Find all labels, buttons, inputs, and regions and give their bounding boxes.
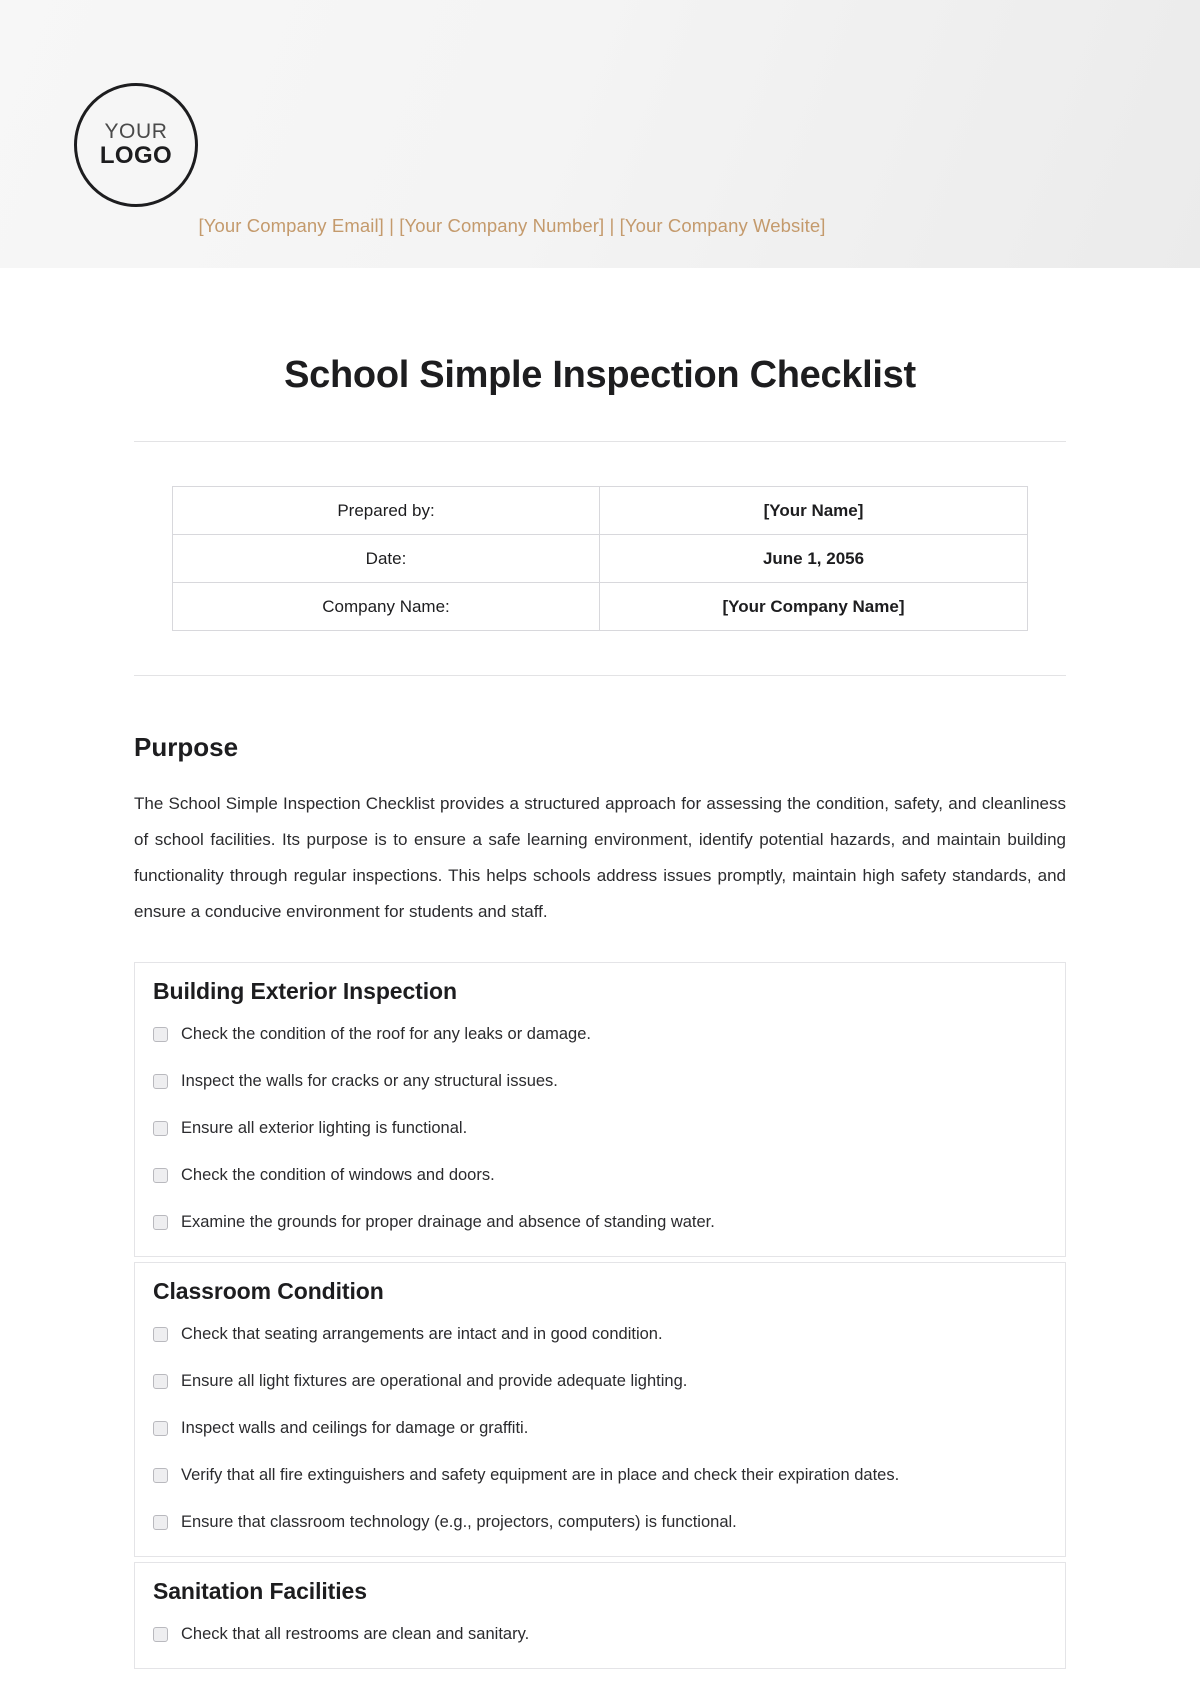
checkbox-icon[interactable] [153,1074,168,1089]
title-divider [134,441,1066,442]
list-item[interactable] [153,1317,1047,1352]
table-row [173,535,1028,583]
info-label-company-name: Company Name: [173,583,600,631]
info-value-prepared-by: [Your Name] [600,487,1028,535]
checklist-section-classroom-condition [134,1262,1066,1557]
table-row [173,487,1028,535]
list-item-label: Check the condition of the roof for any leaks or damage. [181,1025,591,1043]
checklist-container [134,962,1066,1669]
list-item[interactable] [153,1458,1047,1493]
list-item-label: Ensure that classroom technology (e.g., projectors, computers) is functional. [181,1513,737,1531]
section-heading: Classroom Condition [153,1278,384,1304]
table-row [173,583,1028,631]
info-value-company-name: [Your Company Name] [600,583,1028,631]
checkbox-icon[interactable] [153,1421,168,1436]
list-item[interactable] [153,1411,1047,1446]
info-value-date: June 1, 2056 [600,535,1028,583]
document-info-table [172,486,1028,631]
checkbox-icon[interactable] [153,1027,168,1042]
list-item[interactable] [153,1505,1047,1540]
purpose-paragraph: The School Simple Inspection Checklist provides a structured approach for assessing the condition, safety, and cleanliness of school facilities. Its purpose is to ensure a safe learning environment, identify potential hazards, and maintain building functionality through regular inspections. This helps schools address issues promptly, maintain high safety standards, and ensure a conducive environment for students and staff. [134,794,1066,921]
list-item-label: Check the condition of windows and doors. [181,1166,495,1184]
checkbox-icon[interactable] [153,1327,168,1342]
list-item[interactable] [153,1617,1047,1652]
list-item[interactable] [153,1017,1047,1052]
logo-line-2: LOGO [99,142,173,170]
list-item[interactable] [153,1158,1047,1193]
company-logo [74,83,198,207]
document-body [134,732,1066,1669]
purpose-heading: Purpose [134,732,239,762]
list-item[interactable] [153,1064,1047,1099]
checklist-section-building-exterior-inspection [134,962,1066,1257]
page-header [0,0,1200,268]
list-item-label: Inspect walls and ceilings for damage or graffiti. [181,1419,529,1437]
logo-line-1: YOUR [104,119,168,143]
checkbox-icon[interactable] [153,1168,168,1183]
list-item-label: Check that seating arrangements are intact and in good condition. [181,1325,663,1343]
list-item[interactable] [153,1205,1047,1240]
company-contact-line: [Your Company Email] | [Your Company Number] | [Your Company Website] [198,215,826,236]
info-table-body [173,487,1028,631]
info-divider [134,675,1066,676]
checkbox-icon[interactable] [153,1627,168,1642]
checkbox-icon[interactable] [153,1121,168,1136]
list-item-label: Ensure all light fixtures are operational and provide adequate lighting. [181,1372,688,1390]
page-title: School Simple Inspection Checklist [284,354,916,396]
info-label-prepared-by: Prepared by: [173,487,600,535]
list-item-label: Ensure all exterior lighting is functional. [181,1119,468,1137]
section-heading: Sanitation Facilities [153,1578,367,1604]
list-item-label: Inspect the walls for cracks or any structural issues. [181,1072,558,1090]
list-item[interactable] [153,1364,1047,1399]
checkbox-icon[interactable] [153,1374,168,1389]
list-item-label: Verify that all fire extinguishers and safety equipment are in place and check their expiration dates. [181,1466,900,1484]
checkbox-icon[interactable] [153,1515,168,1530]
checklist-section-sanitation-facilities [134,1562,1066,1669]
checkbox-icon[interactable] [153,1215,168,1230]
list-item[interactable] [153,1111,1047,1146]
info-label-date: Date: [173,535,600,583]
list-item-label: Examine the grounds for proper drainage and absence of standing water. [181,1213,715,1231]
checkbox-icon[interactable] [153,1468,168,1483]
list-item-label: Check that all restrooms are clean and sanitary. [181,1625,530,1643]
section-heading: Building Exterior Inspection [153,978,457,1004]
